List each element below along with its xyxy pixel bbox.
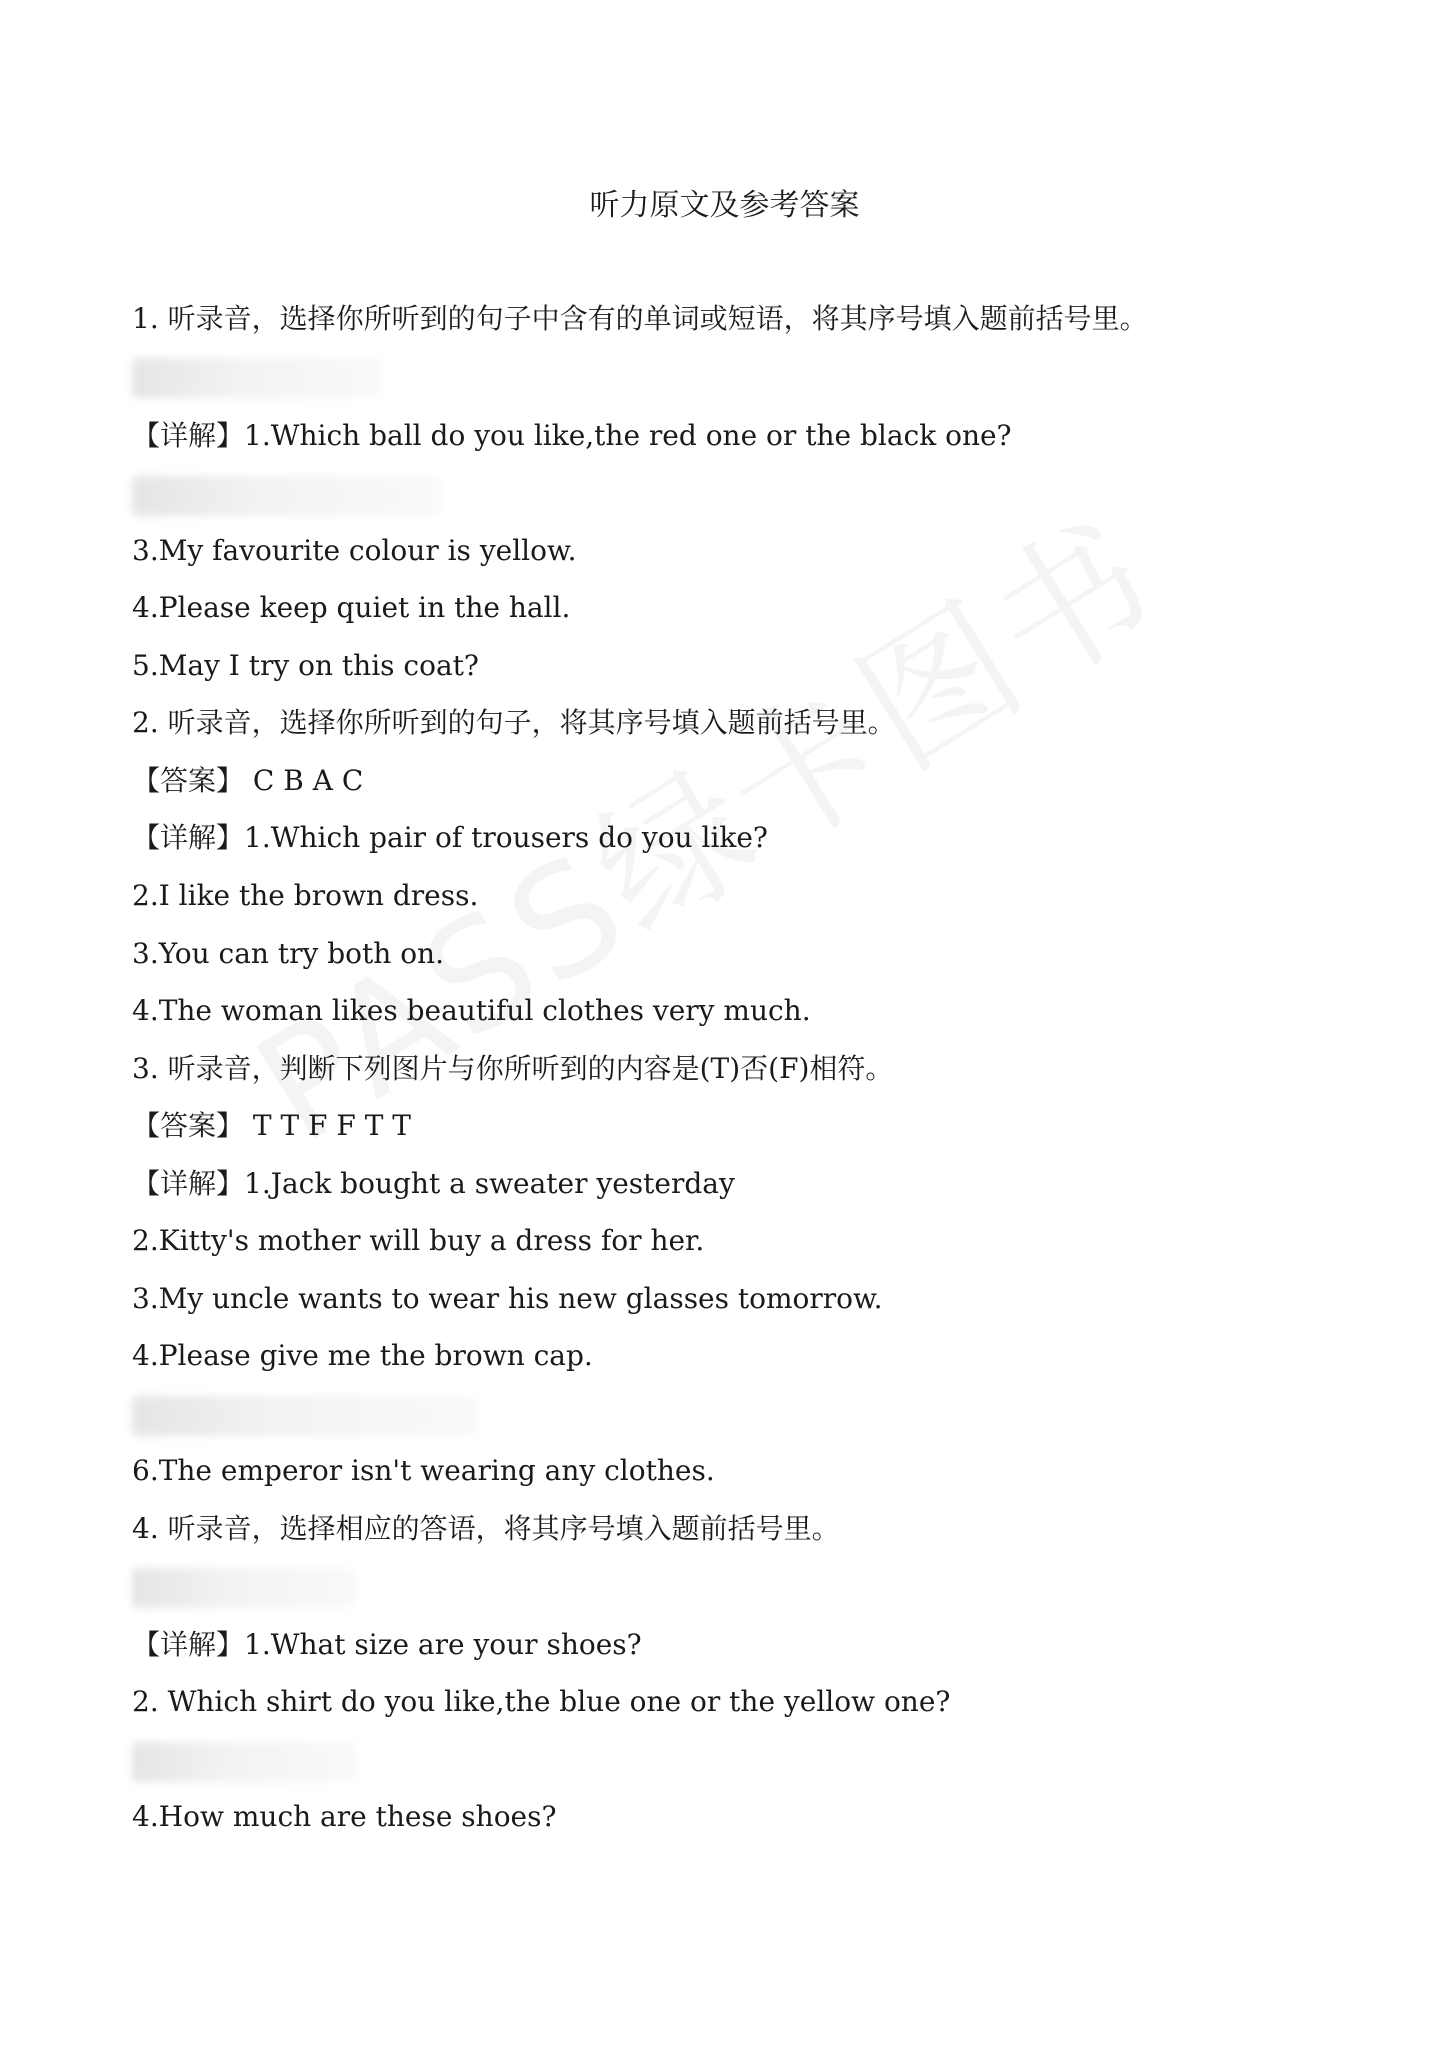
- detail-line: 【详解】1.Which pair of trousers do you like?: [132, 821, 768, 854]
- detail-line: 5.May I try on this coat?: [132, 649, 479, 682]
- detail-line: 2.I like the brown dress.: [132, 879, 479, 912]
- redacted-line: [132, 1742, 357, 1782]
- detail-line: 6.The emperor isn't wearing any clothes.: [132, 1454, 715, 1487]
- detail-line: 4.Please give me the brown cap.: [132, 1339, 593, 1372]
- detail-line: 3.You can try both on.: [132, 937, 444, 970]
- redacted-line: [132, 1396, 477, 1436]
- detail-line: 【详解】1.Jack bought a sweater yesterday: [132, 1167, 735, 1200]
- detail-line: 4.Please keep quiet in the hall.: [132, 591, 571, 624]
- section-3-instruction: 3. 听录音，判断下列图片与你所听到的内容是(T)否(F)相符。: [132, 1052, 894, 1085]
- redacted-line: [132, 476, 442, 516]
- section-4-instruction: 4. 听录音，选择相应的答语，将其序号填入题前括号里。: [132, 1512, 840, 1545]
- section-2-instruction: 2. 听录音，选择你所听到的句子，将其序号填入题前括号里。: [132, 706, 896, 739]
- detail-line: 4.How much are these shoes?: [132, 1800, 557, 1833]
- page-title: 听力原文及参考答案: [589, 188, 860, 223]
- detail-line: 2. Which shirt do you like,the blue one or the yellow one?: [132, 1685, 951, 1718]
- detail-line: 4.The woman likes beautiful clothes very much.: [132, 994, 811, 1027]
- answer-line: 【答案】 T T F F T T: [132, 1109, 411, 1142]
- redacted-line: [132, 358, 382, 398]
- redacted-line: [132, 1568, 357, 1608]
- detail-line: 【详解】1.What size are your shoes?: [132, 1628, 642, 1661]
- detail-line: 【详解】1.Which ball do you like,the red one or the black one?: [132, 419, 1012, 452]
- section-1-instruction: 1. 听录音，选择你所听到的句子中含有的单词或短语，将其序号填入题前括号里。: [132, 302, 1148, 335]
- answer-line: 【答案】 C B A C: [132, 764, 364, 797]
- detail-line: 3.My uncle wants to wear his new glasses tomorrow.: [132, 1282, 883, 1315]
- detail-line: 3.My favourite colour is yellow.: [132, 534, 577, 567]
- detail-line: 2.Kitty's mother will buy a dress for her.: [132, 1224, 705, 1257]
